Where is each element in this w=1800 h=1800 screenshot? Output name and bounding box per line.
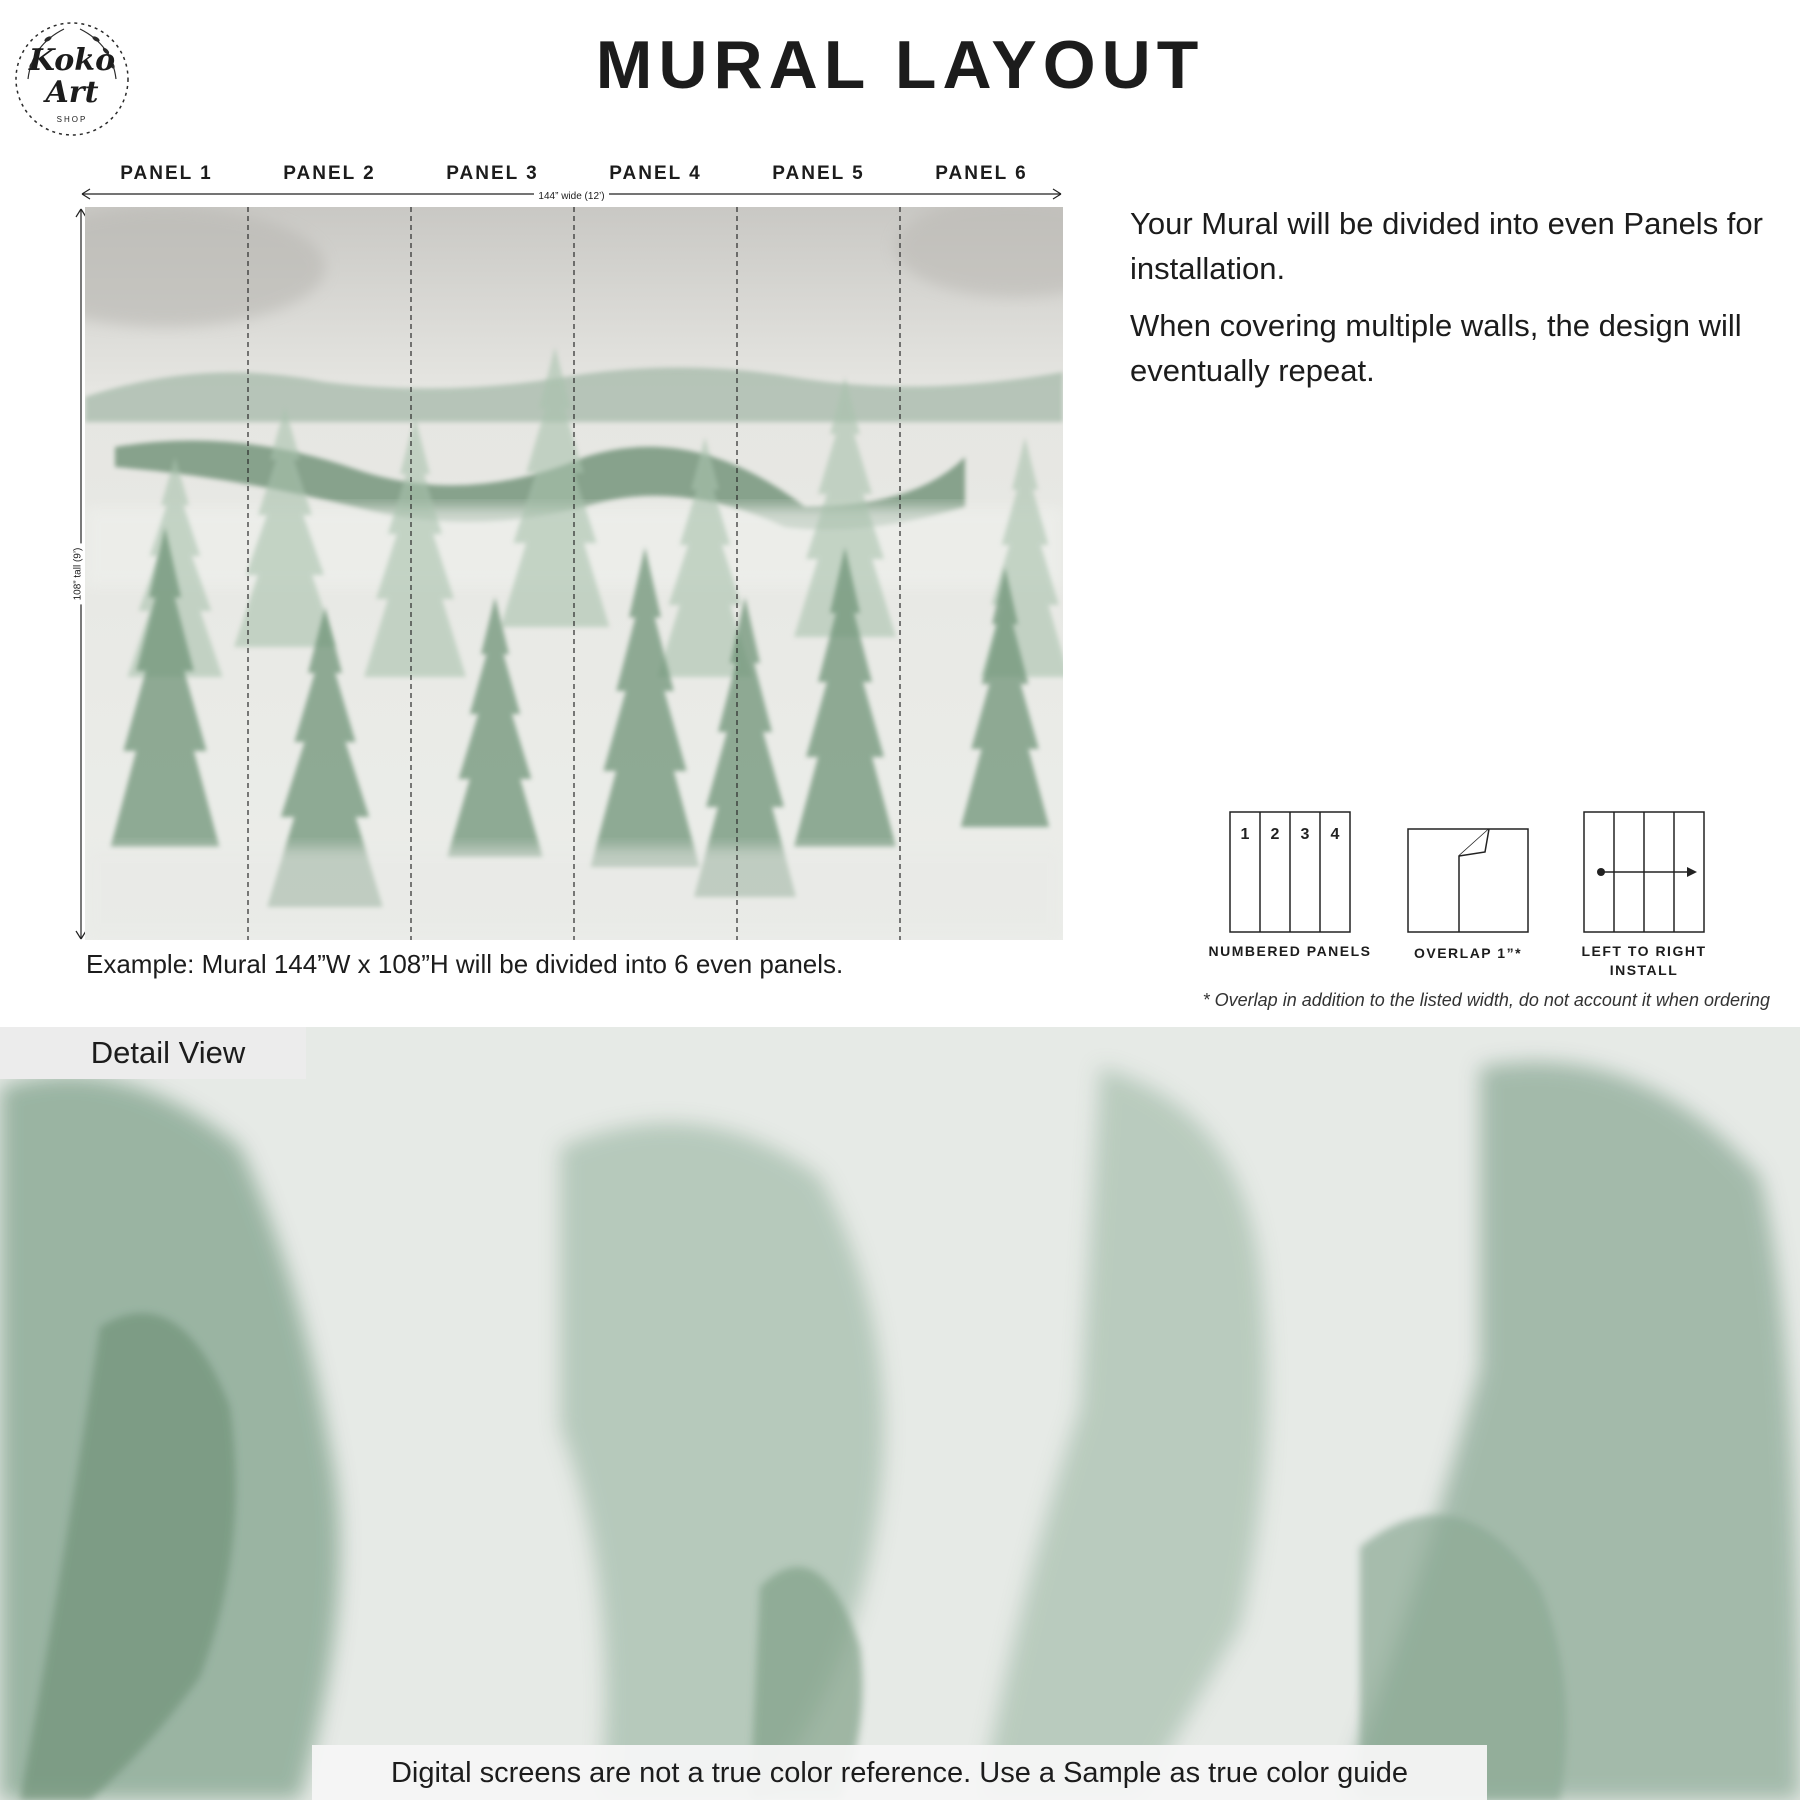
panel-label-3: PANEL 3 xyxy=(446,163,539,184)
overlap-footnote: * Overlap in addition to the listed width, do not account it when ordering xyxy=(1202,990,1770,1010)
panel-number-1: 1 xyxy=(1240,826,1250,843)
width-dimension-label xyxy=(80,191,1063,203)
left-to-right-install-label xyxy=(1544,942,1744,980)
numbered-panels-label: NUMBERED PANELS xyxy=(1208,943,1372,959)
panel-label-2: PANEL 2 xyxy=(283,163,376,184)
mural-preview-image xyxy=(85,207,1063,940)
overlap-label: OVERLAP 1”* xyxy=(1413,945,1523,961)
page-title: MURAL LAYOUT xyxy=(595,27,1205,103)
panel-label-5: PANEL 5 xyxy=(772,163,865,184)
panel-label-6: PANEL 6 xyxy=(935,163,1028,184)
color-disclaimer: Digital screens are not a true color reference. Use a Sample as true color guide xyxy=(390,1757,1409,1789)
height-dimension-text: 108” tall (9’) xyxy=(73,544,84,605)
detail-view-image xyxy=(0,1027,1800,1800)
panel-number-2: 2 xyxy=(1270,826,1280,843)
install-label-line1: LEFT TO RIGHT xyxy=(1581,943,1707,959)
description-panels: Your Mural will be divided into even Panels for installation. xyxy=(1130,206,1763,286)
numbered-panels-icon xyxy=(1229,811,1351,933)
panel-number-3: 3 xyxy=(1300,826,1310,843)
logo-wordmark: Koko Art xyxy=(28,43,116,110)
example-caption: Example: Mural 144”W x 108”H will be divided into 6 even panels. xyxy=(86,949,844,979)
logo-subtext: SHOP xyxy=(56,115,88,124)
description-repeat: When covering multiple walls, the design will eventually repeat. xyxy=(1130,308,1742,388)
left-to-right-arrow-icon xyxy=(1583,811,1705,933)
panel-number-4: 4 xyxy=(1330,826,1340,843)
width-dimension-text: 144” wide (12’) xyxy=(534,191,608,202)
overlap-icon xyxy=(1407,828,1529,933)
install-label-line2: INSTALL xyxy=(1609,962,1679,978)
panel-label-1: PANEL 1 xyxy=(120,163,213,184)
detail-view-label: Detail View xyxy=(90,1035,246,1070)
panel-label-4: PANEL 4 xyxy=(609,163,702,184)
